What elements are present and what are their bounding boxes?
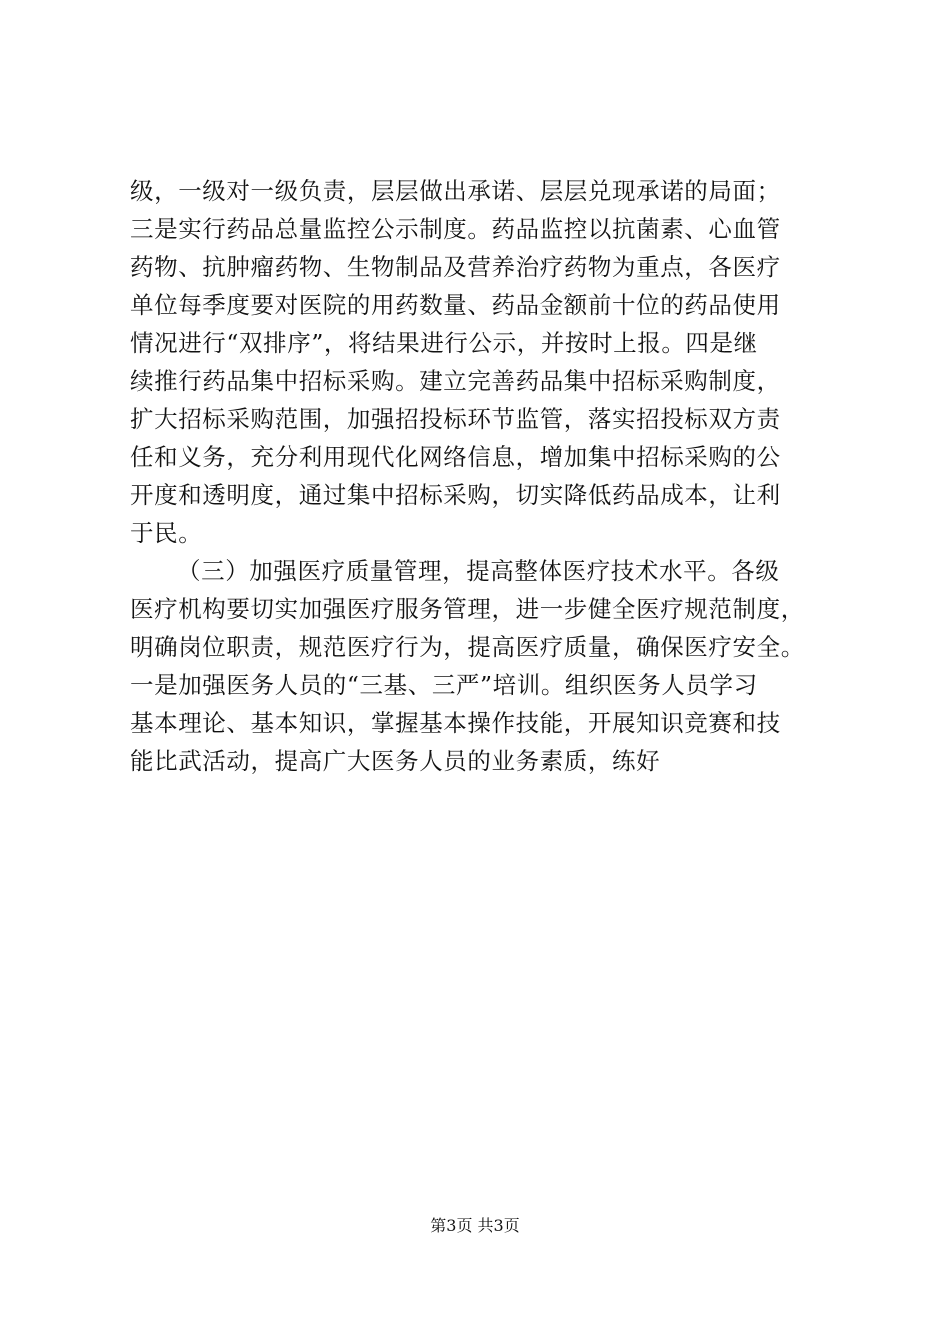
text-line: 明确岗位职责，规范医疗行为，提高医疗质量，确保医疗安全。 (130, 633, 805, 661)
text-line: 情况进行“双排序”，将结果进行公示，并按时上报。四是继 (130, 329, 758, 357)
text-line: 医疗机构要切实加强医疗服务管理，进一步健全医疗规范制度， (130, 595, 805, 623)
text-line: 能比武活动，提高广大医务人员的业务素质，练好 (130, 747, 661, 775)
text-line: 任和义务，充分利用现代化网络信息，增加集中招标采购的公 (130, 443, 781, 471)
text-line: 扩大招标采购范围，加强招投标环节监管，落实招投标双方责 (130, 405, 781, 433)
text-line: 基本理论、基本知识，掌握基本操作技能，开展知识竞赛和技 (130, 709, 781, 737)
body-text (130, 172, 830, 780)
text-line: 药物、抗肿瘤药物、生物制品及营养治疗药物为重点，各医疗 (130, 253, 781, 281)
text-line: 一是加强医务人员的“三基、三严”培训。组织医务人员学习 (130, 671, 758, 699)
text-line: 单位每季度要对医院的用药数量、药品金额前十位的药品使用 (130, 291, 781, 319)
text-line: 三是实行药品总量监控公示制度。药品监控以抗菌素、心血管 (130, 215, 781, 243)
page-number-footer: 第3页 共3页 (430, 1216, 520, 1235)
text-line: 续推行药品集中招标采购。建立完善药品集中招标采购制度， (130, 367, 781, 395)
text-line: 开度和透明度，通过集中招标采购，切实降低药品成本，让利 (130, 481, 781, 509)
text-line: 级，一级对一级负责，层层做出承诺、层层兑现承诺的局面； (130, 177, 781, 205)
text-line: 于民。 (130, 519, 203, 547)
section-heading-line: （三）加强医疗质量管理，提高整体医疗技术水平。各级 (177, 557, 780, 585)
